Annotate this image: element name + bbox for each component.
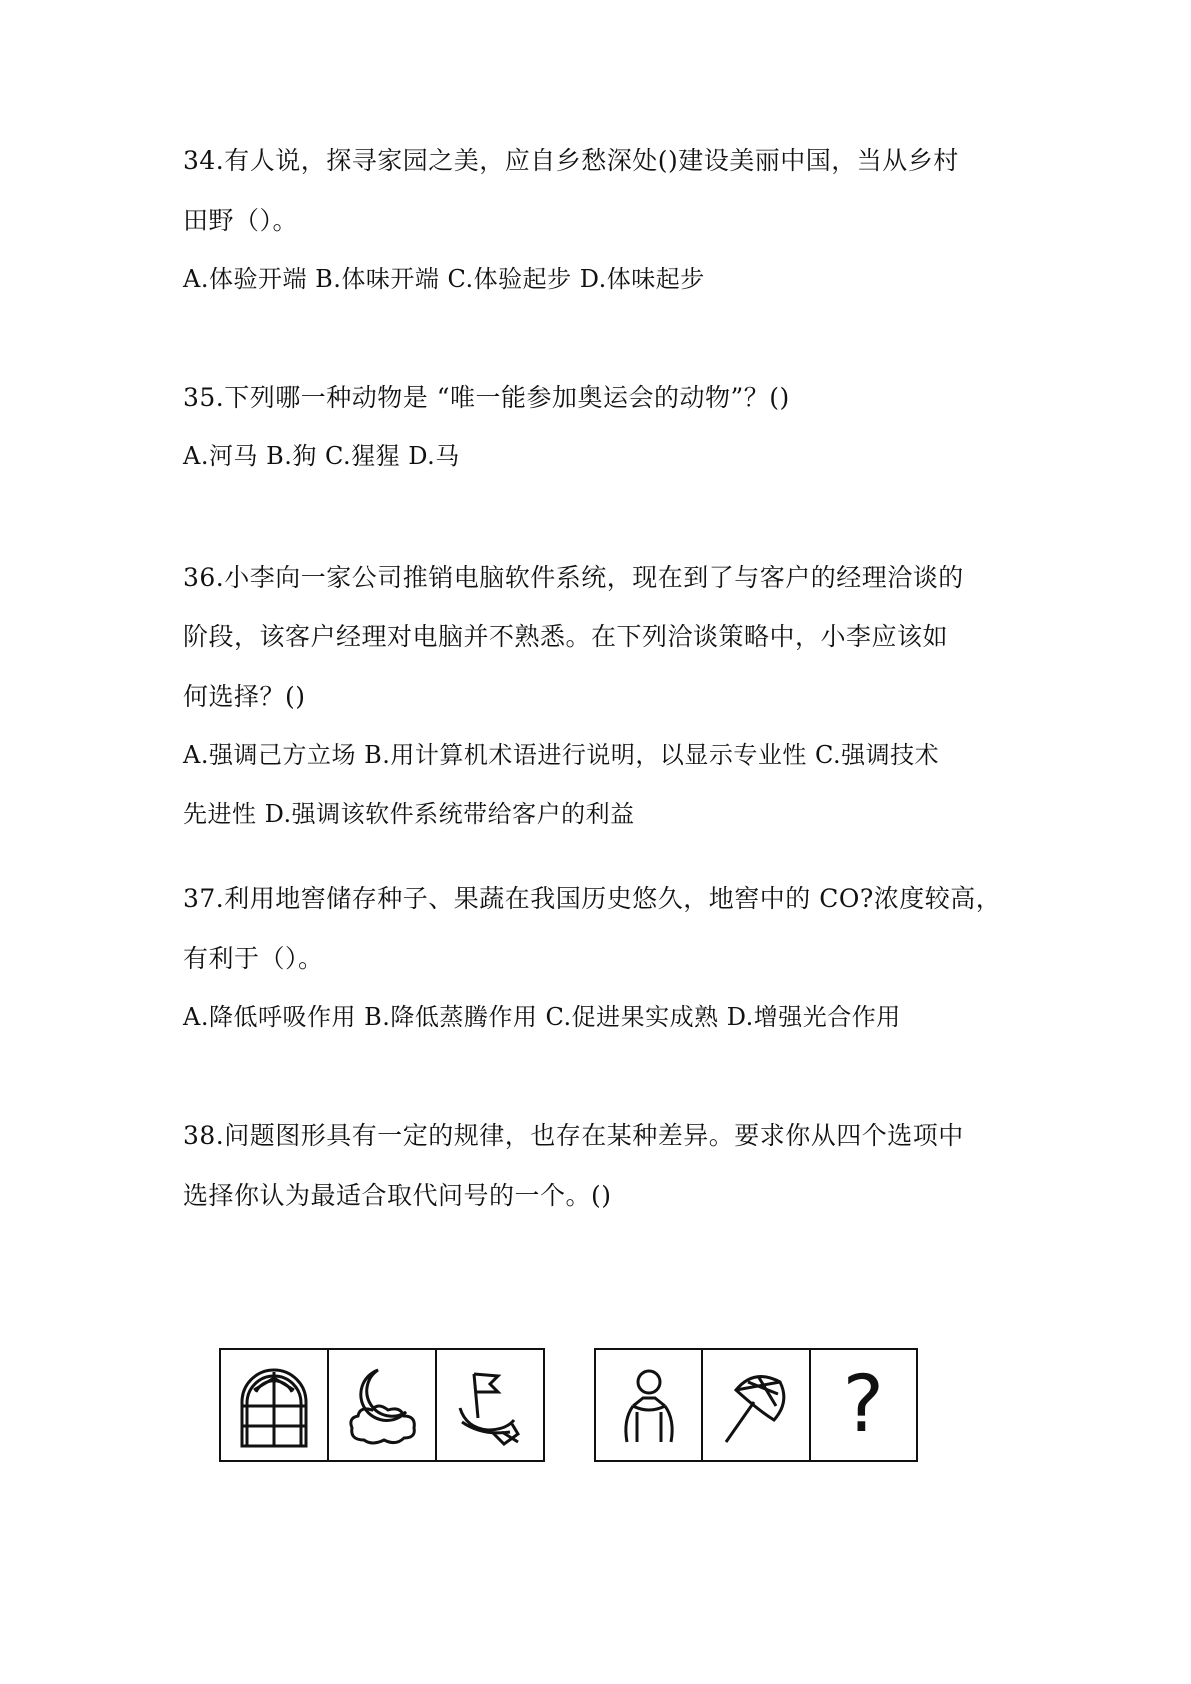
question-38-line-2: 选择你认为最适合取代问号的一个。() xyxy=(183,1181,612,1210)
question-36-line-3: 何选择？() xyxy=(183,682,306,711)
question-38-line-1: 38.问题图形具有一定的规律，也存在某种差异。要求你从四个选项中 xyxy=(183,1121,964,1150)
figure-cell-6 xyxy=(811,1350,916,1460)
figure-cell-5 xyxy=(703,1350,810,1460)
figure-cell-2 xyxy=(329,1350,437,1460)
question-36-line-1: 36.小李向一家公司推销电脑软件系统，现在到了与客户的经理洽谈的 xyxy=(183,563,964,592)
question-36-options-line-1: A.强调己方立场 B.用计算机术语进行说明，以显示专业性 C.强调技术 xyxy=(183,741,940,769)
figure-cell-3 xyxy=(437,1350,543,1460)
figure-cell-4 xyxy=(596,1350,703,1460)
question-36-options-line-2: 先进性 D.强调该软件系统带给客户的利益 xyxy=(183,800,635,828)
figure-left-panel xyxy=(219,1348,545,1462)
question-37-line-1: 37.利用地窖储存种子、果蔬在我国历史悠久，地窖中的 CO?浓度较高， xyxy=(183,884,1002,913)
question-36-line-2: 阶段，该客户经理对电脑并不熟悉。在下列洽谈策略中，小李应该如 xyxy=(183,622,949,651)
question-37-options: A.降低呼吸作用 B.降低蒸腾作用 C.促进果实成熟 D.增强光合作用 xyxy=(183,1003,901,1031)
question-34-options: A.体验开端 B.体味开端 C.体验起步 D.体味起步 xyxy=(183,265,705,293)
question-35-line-1: 35.下列哪一种动物是 “唯一能参加奥运会的动物”？() xyxy=(183,383,790,412)
person-icon xyxy=(611,1362,687,1448)
question-35-options: A.河马 B.狗 C.猩猩 D.马 xyxy=(183,442,460,470)
arched-window-icon xyxy=(236,1362,312,1448)
question-37-line-2: 有利于（）。 xyxy=(183,944,324,973)
question-mark-symbol: ? xyxy=(842,1360,885,1450)
question-34-line-1: 34.有人说，探寻家园之美，应自乡愁深处()建设美丽中国，当从乡村 xyxy=(183,146,959,175)
umbrella-icon xyxy=(718,1362,794,1448)
flag-boat-icon xyxy=(452,1362,528,1448)
moon-cloud-icon xyxy=(344,1362,420,1448)
figure-cell-1 xyxy=(221,1350,329,1460)
question-34-line-2: 田野（）。 xyxy=(183,206,299,235)
figure-right-panel xyxy=(594,1348,918,1462)
